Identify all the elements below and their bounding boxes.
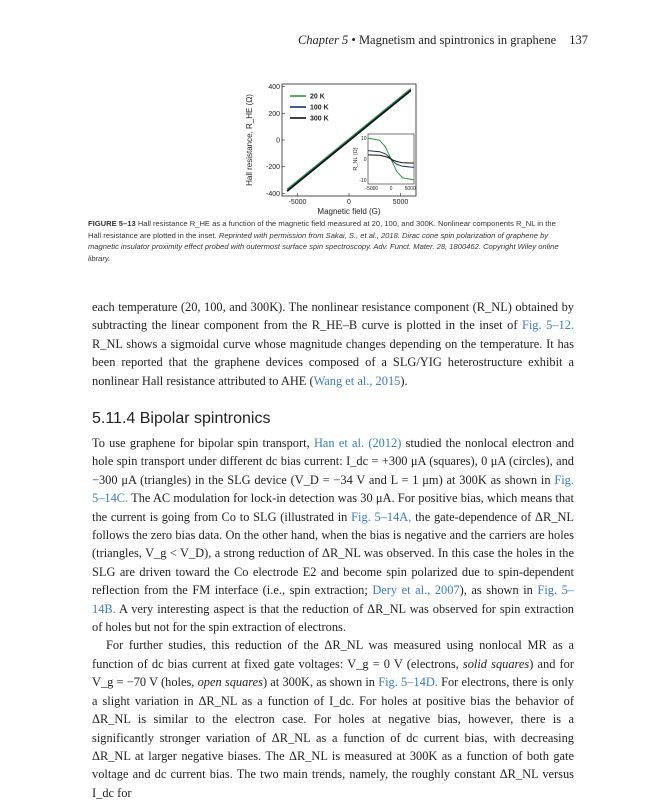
header-separator: • xyxy=(351,33,356,47)
fig-link[interactable]: Fig. 5–12. xyxy=(521,318,574,333)
x-axis-label: Magnetic field (G) xyxy=(317,207,381,216)
text: For further studies, this reduction of the ΔR_NL was measured using nonlocal MR as a function of dc bias current at fixed gate voltages: V_g = 0 V (electrons, xyxy=(92,638,574,671)
legend-label: 100 K xyxy=(310,104,329,112)
fig-link[interactable]: Fig. 5–14A, xyxy=(351,509,412,524)
chapter-title: Magnetism and spintronics in graphene xyxy=(358,33,557,47)
inset-y-tick-label: 10 xyxy=(360,136,367,143)
italic-text: solid squares xyxy=(462,656,530,671)
inset-x-tick-label: 5000 xyxy=(404,186,416,192)
y-axis-label: Hall resistance, R_HE (Ω) xyxy=(245,94,254,186)
hall-resistance-figure xyxy=(240,78,420,228)
inset-y-tick-label: -10 xyxy=(359,177,367,184)
text: To use graphene for bipolar spin transport, xyxy=(92,436,310,450)
text: the gate-dependence of ΔR_NL follows the zero bias data. On the other hand, when the bias is negative and the carriers are holes (triangles, V_g < V_D), a strong reduction of ΔR_NL was observed. In this case the holes in the SLG are driven toward the Co electrode E2 and become spin polarized due to spin-dependent reflection from the FM interface (i.e., spin extraction; xyxy=(92,509,574,598)
citation-link[interactable]: Wang et al., 2015 xyxy=(313,373,401,388)
inset-y-tick-label: 0 xyxy=(363,157,367,163)
text: ) and for V_g = −70 V (holes, xyxy=(92,656,575,690)
y-tick-label: -200 xyxy=(265,164,280,172)
legend-label: 20 K xyxy=(310,93,325,101)
paragraph-3 xyxy=(92,636,574,802)
fig-link[interactable]: Fig. 5–14C. xyxy=(92,472,574,506)
inset-x-tick-label: 0 xyxy=(389,186,393,192)
fig-link[interactable]: Fig. 5–14D. xyxy=(378,675,438,690)
caption-text: Hall resistance R_HE as a function of the magnetic field measured at 20, 100, and 300K. Nonlinear components R_NL in the Hall resistance are plotted in the inset. xyxy=(88,219,556,240)
x-tick-label: 0 xyxy=(347,199,351,206)
section-heading: 5.11.4 Bipolar spintronics xyxy=(92,410,271,427)
x-tick-label: -5000 xyxy=(288,199,307,206)
section-body xyxy=(92,434,574,802)
text: each temperature (20, 100, and 300K). The nonlinear resistance component (R_NL) obtained by subtracting the linear component from the R_HE–B curve is plotted in the inset of xyxy=(92,300,574,333)
citation-link[interactable]: Dery et al., 2007 xyxy=(372,583,460,598)
text: For electrons, there is only a slight variation in ΔR_NL as a function of I_dc. For holes at positive bias the behavior of ΔR_NL is similar to the electron case. For holes at negative bias, however, there is a significantly stronger variation of ΔR_NL as a function of dc current bias, with decreasing ΔR_NL at larger negative biases. The ΔR_NL is measured at 300K as a function of both gate voltage and dc current bias. The two main trends, namely, the roughly constant ΔR_NL versus I_dc for xyxy=(92,675,574,800)
paragraph-1 xyxy=(92,298,574,390)
y-tick-label: 400 xyxy=(268,84,280,92)
italic-text: open squares xyxy=(197,675,263,690)
caption-citation: Reprinted with permission from Sakai, S., et al., 2018. Dirac cone spin polarization of graphene by magnetic insulator proximity effect probed with outermost surface spin spectroscopy. Adv. Funct. Mater. 28, 1800462. Copyright Wiley online library. xyxy=(88,230,559,263)
figure-caption xyxy=(88,218,568,264)
text: ). xyxy=(400,373,408,388)
chapter-label: Chapter 5 xyxy=(297,33,349,47)
text: ), as shown in xyxy=(459,583,533,598)
page-number: 137 xyxy=(569,33,588,47)
inset-y-axis-label: R_NL (Ω) xyxy=(353,147,359,171)
text: R_NL shows a sigmoidal curve whose magnitude changes depending on the temperature. It has been reported that the graphene devices composed of a SLG/YIG heterostructure exhibit a nonlinear Hall resistance attributed to AHE ( xyxy=(92,336,574,388)
y-tick-label: 0 xyxy=(276,137,280,145)
text: The AC modulation for lock-in detection was 30 μA. For positive bias, which means that the current is going from Co to SLG (illustrated in xyxy=(92,491,574,524)
x-tick-label: 5000 xyxy=(392,199,409,206)
text: A very interesting aspect is that the reduction of ΔR_NL was observed for spin extraction of holes but not for the spin extraction of electrons. xyxy=(92,601,574,635)
legend-label: 300 K xyxy=(310,115,329,123)
citation-link[interactable]: Han et al. (2012) xyxy=(313,436,402,450)
text: studied the nonlocal electron and hole spin transport under different dc bias current: I_dc = +300 μA (squares), 0 μA (circles), and −300 μA (triangles) in the SLG device (V_D = −34 V and L = 1 μm) at 300K as shown in xyxy=(92,436,575,487)
paragraph-2 xyxy=(92,434,574,636)
text: ) at 300K, as shown in xyxy=(262,675,376,690)
figure-label: FIGURE 5–13 xyxy=(88,219,136,228)
y-tick-label: 200 xyxy=(268,110,280,118)
running-header xyxy=(298,33,588,48)
fig-link[interactable]: Fig. 5–14B. xyxy=(92,583,574,616)
inset-x-tick-label: -5000 xyxy=(365,186,379,192)
y-tick-label: -400 xyxy=(265,190,280,198)
